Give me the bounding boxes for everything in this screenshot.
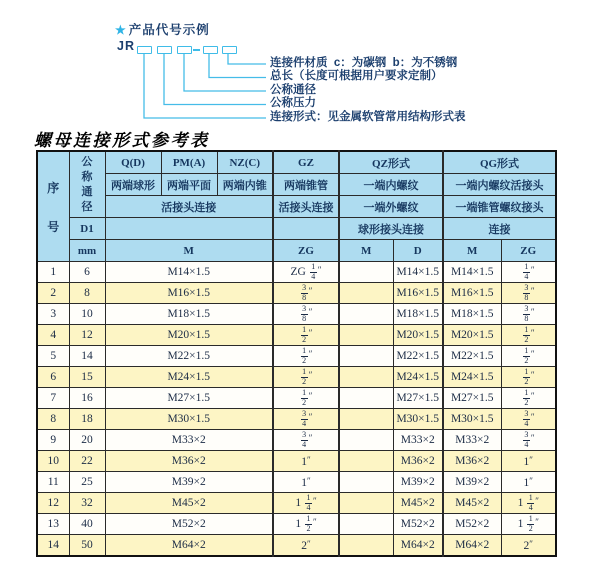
cell-mm: 25 [69,472,105,493]
code-box-1 [137,46,152,54]
cell-qg-zg: $\frac{1}{2}$ ″ [501,325,556,346]
table-row [37,346,556,367]
cell-qg-m: M16×1.5 [443,283,501,304]
cell-qg-m: M20×1.5 [443,325,501,346]
cell-qz-m [339,262,393,283]
callout-label-length: 总长（长度可根据用户要求定制） [270,70,443,83]
cell-qz-d: M18×1.5 [393,304,443,325]
cell-qz-m [339,493,393,514]
cell-zg: 1″ [273,472,339,493]
callout-label-pressure: 公称压力 [270,97,316,110]
cell-qz-m [339,304,393,325]
cell-qz-d: M36×2 [393,451,443,472]
cell-mm: 40 [69,514,105,535]
table-row [37,262,556,283]
cell-no: 6 [37,367,69,388]
cell-qg-m: M52×2 [443,514,501,535]
cell-qz-d: M30×1.5 [393,409,443,430]
nut-connection-table [36,150,557,557]
callout-label-diameter: 公称通径 [270,83,316,96]
cell-mm: 8 [69,283,105,304]
cell-zg: $\frac{3}{8}$ ″ [273,283,339,304]
cell-qz-d: M16×1.5 [393,283,443,304]
cell-qg-zg: 1″ [501,472,556,493]
code-box-2 [157,46,172,54]
cell-mm: 32 [69,493,105,514]
th-qz-inner-thread: 一端内螺纹 [339,174,443,196]
th-union-connection: 活接头连接 [105,196,273,218]
cell-qz-m [339,472,393,493]
code-box-4 [203,46,218,54]
cell-qz-d: M27×1.5 [393,388,443,409]
cell-m: M27×1.5 [105,388,273,409]
th-desc-qd: 两端球形 [105,174,161,196]
cell-qg-m: M27×1.5 [443,388,501,409]
cell-qz-m [339,346,393,367]
code-box-3 [177,46,192,54]
cell-qz-d: M14×1.5 [393,262,443,283]
th-qz-d: D [393,240,443,262]
cell-no: 10 [37,451,69,472]
cell-mm: 6 [69,262,105,283]
th-form-nzc: NZ(C) [217,151,273,174]
cell-no: 4 [37,325,69,346]
cell-no: 13 [37,514,69,535]
th-desc-pma: 两端平面 [161,174,217,196]
cell-no: 3 [37,304,69,325]
cell-no: 11 [37,472,69,493]
diagram-title [115,20,210,38]
cell-qz-d: M24×1.5 [393,367,443,388]
th-form-qd: Q(D) [105,151,161,174]
star-icon: ★ [115,23,127,37]
cell-m: M36×2 [105,451,273,472]
cell-qg-m: M36×2 [443,451,501,472]
table-row [37,451,556,472]
th-form-qz: QZ形式 [339,151,443,174]
cell-qg-zg: $\frac{3}{4}$ ″ [501,430,556,451]
cell-zg: $\frac{1}{2}$ ″ [273,325,339,346]
table-row [37,304,556,325]
cell-m: M64×2 [105,535,273,557]
cell-qg-zg: $\frac{1}{2}$ ″ [501,346,556,367]
cell-mm: 10 [69,304,105,325]
table-row [37,409,556,430]
th-qg-inner-thread-union: 一端内螺纹活接头 [443,174,556,196]
cell-qz-d: M20×1.5 [393,325,443,346]
cell-m: M24×1.5 [105,367,273,388]
th-qz-m: M [339,240,393,262]
th-ball-joint-connection: 球形接头连接 [339,218,443,240]
th-empty-gz [273,218,339,240]
th-desc-nzc: 两端内锥 [217,174,273,196]
cell-qg-m: M24×1.5 [443,367,501,388]
callout-label-material: 连接件材质 c：为碳钢 b：为不锈钢 [270,57,458,69]
cell-qz-d: M45×2 [393,493,443,514]
cell-no: 8 [37,409,69,430]
th-form-gz: GZ [273,151,339,174]
cell-no: 9 [37,430,69,451]
cell-zg: $\frac{3}{8}$ ″ [273,304,339,325]
cell-m: M30×1.5 [105,409,273,430]
th-form-pma: PM(A) [161,151,217,174]
cell-qz-m [339,451,393,472]
cell-qg-m: M39×2 [443,472,501,493]
cell-m: M16×1.5 [105,283,273,304]
cell-qg-zg: $\frac{3}{4}$ ″ [501,409,556,430]
th-serial: 序 号 [37,151,69,262]
table-title: 螺母连接形式参考表 [34,131,210,151]
cell-mm: 18 [69,409,105,430]
table-row [37,514,556,535]
cell-mm: 20 [69,430,105,451]
cell-qg-m: M22×1.5 [443,346,501,367]
table-row [37,535,556,557]
cell-m: M45×2 [105,493,273,514]
th-d1: D1 [69,218,105,240]
cell-mm: 16 [69,388,105,409]
cell-no: 14 [37,535,69,557]
cell-no: 1 [37,262,69,283]
table-row [37,388,556,409]
cell-mm: 14 [69,346,105,367]
cell-qg-zg: $\frac{3}{8}$ ″ [501,304,556,325]
cell-qg-m: M45×2 [443,493,501,514]
cell-mm: 22 [69,451,105,472]
cell-no: 2 [37,283,69,304]
table-row [37,283,556,304]
cell-no: 7 [37,388,69,409]
diagram-title-text: 产品代号示例 [128,23,210,37]
table-row [37,325,556,346]
cell-qz-m [339,325,393,346]
th-form-qg: QG形式 [443,151,556,174]
cell-qz-m [339,367,393,388]
th-mm: mm [69,240,105,262]
cell-zg: 2″ [273,535,339,557]
product-code-diagram [0,0,600,130]
cell-qz-d: M22×1.5 [393,346,443,367]
cell-qg-zg: 1 $\frac{1}{4}$ ″ [501,493,556,514]
cell-qg-m: M30×1.5 [443,409,501,430]
table-row [37,367,556,388]
cell-mm: 50 [69,535,105,557]
code-box-5 [222,46,237,54]
table-row [37,430,556,451]
table-row [37,472,556,493]
th-qg-m: M [443,240,501,262]
code-dash [193,49,200,51]
cell-m: M52×2 [105,514,273,535]
th-zg: ZG [273,240,339,262]
th-desc-gz: 两端锥管 [273,174,339,196]
cell-zg: ZG $\frac{1}{4}$ ″ [273,262,339,283]
cell-qg-zg: 1 $\frac{1}{2}$ ″ [501,514,556,535]
table-row [37,493,556,514]
cell-m: M14×1.5 [105,262,273,283]
cell-zg: $\frac{1}{2}$ ″ [273,367,339,388]
cell-qg-zg: $\frac{3}{8}$ ″ [501,283,556,304]
cell-qg-m: M18×1.5 [443,304,501,325]
cell-qz-d: M52×2 [393,514,443,535]
cell-no: 12 [37,493,69,514]
cell-qz-m [339,535,393,557]
cell-qz-d: M39×2 [393,472,443,493]
callout-label-connection: 连接形式：见金属软管常用结构形式表 [270,110,466,123]
cell-qg-m: M64×2 [443,535,501,557]
cell-qg-m: M33×2 [443,430,501,451]
cell-m: M22×1.5 [105,346,273,367]
callout-labels [270,57,466,124]
cell-m: M39×2 [105,472,273,493]
table-body [37,262,556,557]
cell-qg-zg: $\frac{1}{4}$ ″ [501,262,556,283]
cell-zg: $\frac{3}{4}$ ″ [273,409,339,430]
th-empty-span [105,218,273,240]
th-qg-connection: 连接 [443,218,556,240]
cell-mm: 12 [69,325,105,346]
cell-zg: 1 $\frac{1}{2}$ ″ [273,514,339,535]
cell-zg: 1″ [273,451,339,472]
cell-m: M20×1.5 [105,325,273,346]
cell-qg-zg: 1″ [501,451,556,472]
th-nominal-diameter: 公 称 通 径 [69,151,105,218]
th-m-span: M [105,240,273,262]
cell-qg-zg: 2″ [501,535,556,557]
cell-no: 5 [37,346,69,367]
cell-qz-m [339,514,393,535]
cell-qz-d: M64×2 [393,535,443,557]
cell-qz-m [339,409,393,430]
cell-qz-m [339,388,393,409]
code-prefix: JR [117,39,135,53]
cell-qg-m: M14×1.5 [443,262,501,283]
th-gz-union-connection: 活接头连接 [273,196,339,218]
th-qg-zg: ZG [501,240,556,262]
cell-mm: 15 [69,367,105,388]
cell-m: M18×1.5 [105,304,273,325]
cell-zg: 1 $\frac{1}{4}$ ″ [273,493,339,514]
cell-m: M33×2 [105,430,273,451]
cell-qg-zg: $\frac{1}{2}$ ″ [501,367,556,388]
cell-qz-d: M33×2 [393,430,443,451]
cell-qz-m [339,283,393,304]
cell-qg-zg: $\frac{1}{2}$ ″ [501,388,556,409]
cell-zg: $\frac{1}{2}$ ″ [273,346,339,367]
th-qg-taper-thread-joint: 一端锥管螺纹接头 [443,196,556,218]
table-header [37,151,556,262]
cell-zg: $\frac{1}{2}$ ″ [273,388,339,409]
cell-zg: $\frac{3}{4}$ ″ [273,430,339,451]
cell-qz-m [339,430,393,451]
th-qz-outer-thread: 一端外螺纹 [339,196,443,218]
